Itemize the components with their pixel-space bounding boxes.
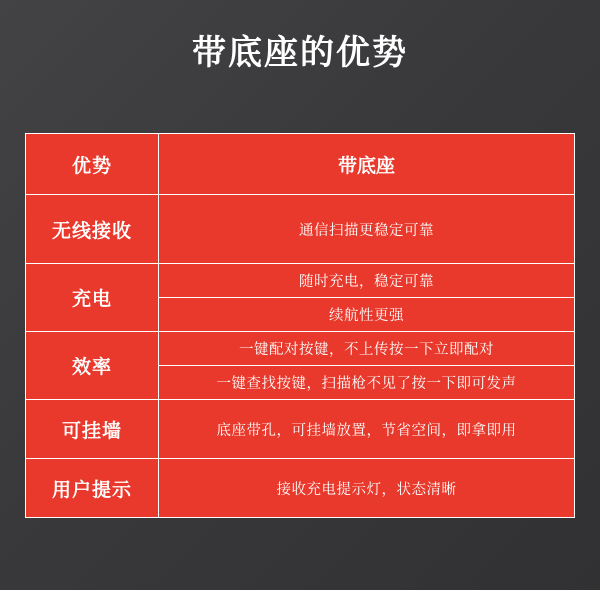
header-cell-label: 优势 bbox=[26, 134, 159, 195]
row-label-wallmount: 可挂墙 bbox=[26, 400, 159, 459]
table-row bbox=[26, 264, 575, 298]
table-row bbox=[26, 332, 575, 366]
row-label-userhint: 用户提示 bbox=[26, 459, 159, 518]
row-value-wallmount: 底座带孔，可挂墙放置，节省空间，即拿即用 bbox=[159, 400, 575, 459]
row-label-wireless: 无线接收 bbox=[26, 195, 159, 264]
row-value-efficiency-2: 一键查找按键，扫描枪不见了按一下即可发声 bbox=[159, 366, 575, 400]
comparison-table-container bbox=[25, 133, 575, 518]
table-body bbox=[26, 134, 575, 518]
header-cell-value: 带底座 bbox=[159, 134, 575, 195]
row-value-charging-1: 随时充电，稳定可靠 bbox=[159, 264, 575, 298]
table-header-row bbox=[26, 134, 575, 195]
table-row bbox=[26, 195, 575, 264]
page-title: 带底座的优势 bbox=[192, 34, 408, 72]
table-row bbox=[26, 459, 575, 518]
row-value-efficiency-1: 一键配对按键，不上传按一下立即配对 bbox=[159, 332, 575, 366]
table-row bbox=[26, 400, 575, 459]
row-label-charging: 充电 bbox=[26, 264, 159, 332]
row-label-efficiency: 效率 bbox=[26, 332, 159, 400]
row-value-userhint: 接收充电提示灯，状态清晰 bbox=[159, 459, 575, 518]
comparison-table bbox=[25, 133, 575, 518]
row-value-charging-2: 续航性更强 bbox=[159, 298, 575, 332]
row-value-wireless: 通信扫描更稳定可靠 bbox=[159, 195, 575, 264]
